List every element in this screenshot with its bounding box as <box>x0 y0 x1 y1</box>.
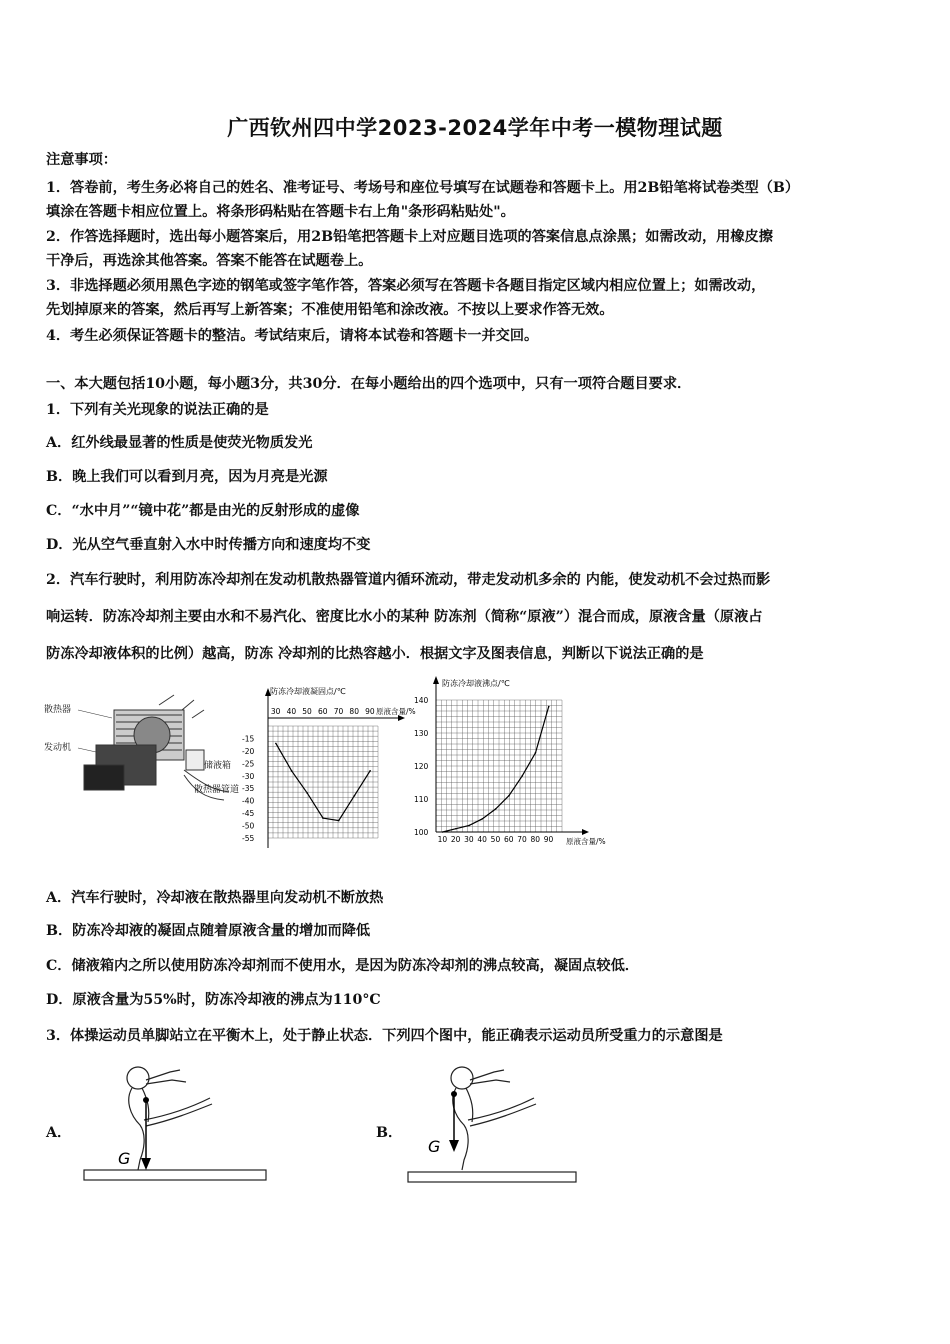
x-tick-label: 30 <box>464 835 474 844</box>
x-axis-arrow <box>582 829 589 835</box>
data-point <box>482 818 484 820</box>
q1-option-a: A．红外线最显著的性质是使荧光物质发光 <box>46 435 313 451</box>
y-tick-label: -55 <box>242 834 255 843</box>
data-point <box>548 706 550 708</box>
notice-line: 先划掉原来的答案，然后再写上新答案；不准使用铅笔和涂改液。不按以上要求作答无效。 <box>46 302 614 318</box>
x-tick-label: 60 <box>318 707 328 716</box>
y-tick-label: 120 <box>414 762 429 771</box>
q3-option-b-label: B． <box>376 1125 403 1141</box>
x-tick-label: 60 <box>503 835 514 844</box>
x-tick-label: 70 <box>517 835 527 844</box>
q2-stem-line: 防冻冷却液体积的比例）越高，防冻 冷却剂的比热容越小．根据文字及图表信息，判断以下说法正确的是 <box>46 646 704 662</box>
q1-option-c: C．“水中月”“镜中花”都是由光的反射形成的虚像 <box>46 503 360 519</box>
freezing-point-chart <box>240 684 416 850</box>
gymnast-figure-a <box>80 1060 280 1190</box>
q1-stem: 1．下列有关光现象的说法正确的是 <box>46 402 269 418</box>
x-tick-label: 40 <box>286 707 297 716</box>
q3-stem: 3．体操运动员单脚站立在平衡木上，处于静止状态．下列四个图中，能正确表示运动员所受重力的示意图是 <box>46 1028 723 1044</box>
q2-option-c: C．储液箱内之所以使用防冻冷却剂而不使用水，是因为防冻冷却剂的沸点较高，凝固点较低． <box>46 958 639 974</box>
x-tick-label: 50 <box>302 707 312 716</box>
engine-label: 发动机 <box>44 743 72 753</box>
y-tick-label: 130 <box>414 729 429 738</box>
radiator-label: 散热器 <box>44 705 72 715</box>
q3-option-a-label: A． <box>46 1125 72 1141</box>
tank-label: 储液箱 <box>204 761 232 771</box>
y-tick-label: -35 <box>242 784 255 794</box>
page-title: 广西钦州四中学2023-2024学年中考一模物理试题 <box>227 116 723 140</box>
x-tick-label: 30 <box>270 707 281 716</box>
data-point <box>442 831 444 833</box>
data-point <box>455 828 457 830</box>
data-point <box>521 775 523 777</box>
x-tick-label: 80 <box>349 707 359 716</box>
data-point <box>306 792 308 794</box>
y-axis-arrow <box>433 676 439 684</box>
y-tick-label: -15 <box>242 734 255 744</box>
q2-stem-line: 响运转．防冻冷却剂主要由水和不易汽化、密度比水小的某种 防冻剂（简称“原液”）混合而成，原液含量（原液占 <box>46 609 763 625</box>
x-tick-label: 90 <box>543 835 554 844</box>
data-point <box>354 795 356 797</box>
x-tick-label: 70 <box>333 707 344 716</box>
notice-line: 干净后，再选涂其他答案。答案不能答在试题卷上。 <box>46 253 373 269</box>
y-tick-label: -50 <box>242 821 255 831</box>
y-tick-label: -20 <box>242 746 255 756</box>
q2-option-d: D．原液含量为55%时，防冻冷却液的沸点为110°C <box>46 992 381 1008</box>
data-point <box>338 820 340 822</box>
q2-stem-line: 2．汽车行驶时，利用防冻冷却剂在发动机散热器管道内循环流动，带走发动机多余的 内能，使发动机不会过热而影 <box>46 572 771 588</box>
q1-option-b: B．晚上我们可以看到月亮，因为月亮是光源 <box>46 469 328 485</box>
chart-title: 防冻冷却液凝固点/℃ <box>270 687 346 696</box>
engine-figure <box>44 690 244 810</box>
chart-title: 防冻冷却液沸点/℃ <box>442 679 510 688</box>
data-point <box>369 770 371 772</box>
notice-line: 3．非选择题必须用黑色字迹的钢笔或签字笔作答，答案必须写在答题卡各题目指定区域内相应位置上；如需改动， <box>46 278 766 294</box>
q1-option-d: D．光从空气垂直射入水中时传播方向和速度均不变 <box>46 537 371 553</box>
y-tick-label: 100 <box>414 828 429 837</box>
data-point <box>535 752 537 754</box>
force-label-b: G <box>428 1137 441 1156</box>
q2-option-b: B．防冻冷却液的凝固点随着原液含量的增加而降低 <box>46 923 371 939</box>
notice-line: 2．作答选择题时，选出每小题答案后，用2B铅笔把答题卡上对应题目选项的答案信息点涂黑；如需改动，用橡皮擦 <box>46 229 773 245</box>
y-tick-label: -45 <box>242 809 255 819</box>
x-tick-label: 90 <box>365 707 375 716</box>
boiling-point-chart <box>412 676 622 848</box>
y-tick-label: 140 <box>414 696 429 705</box>
data-point <box>508 795 510 797</box>
x-tick-label: 50 <box>490 835 501 844</box>
x-tick-label: 20 <box>450 835 461 844</box>
series-line <box>443 707 549 832</box>
force-label-a: G <box>118 1149 131 1168</box>
notice-line: 4．考生必须保证答题卡的整洁。考试结束后，请将本试卷和答题卡一并交回。 <box>46 328 539 344</box>
pipe-label: 散热器管道 <box>194 785 240 795</box>
x-axis-label: 原液含量/% <box>566 837 606 846</box>
gymnast-figure-b <box>404 1060 604 1190</box>
data-point <box>495 808 497 810</box>
notice-line: 填涂在答题卡相应位置上。将条形码粘贴在答题卡右上角"条形码粘贴处"。 <box>46 204 515 220</box>
section-heading: 一、本大题包括10小题，每小题3分，共30分．在每小题给出的四个选项中，只有一项符合题目要求． <box>46 376 692 392</box>
x-tick-label: 80 <box>530 835 541 844</box>
data-point <box>468 825 470 827</box>
y-tick-label: -25 <box>242 759 255 769</box>
notice-line: 1．答卷前，考生务必将自己的姓名、准考证号、考场号和座位号填写在试题卷和答题卡上。用2B铅笔将试卷类型（B） <box>46 180 800 196</box>
y-tick-label: -30 <box>242 771 255 781</box>
y-tick-label: 110 <box>414 795 429 804</box>
x-axis-label: 原液含量/% <box>376 707 416 716</box>
data-point <box>291 770 293 772</box>
y-tick-label: -40 <box>242 796 255 806</box>
q2-option-a: A．汽车行驶时，冷却液在散热器里向发动机不断放热 <box>46 890 384 906</box>
data-point <box>275 743 277 745</box>
x-tick-label: 40 <box>477 835 487 844</box>
data-point <box>322 817 324 819</box>
notice-heading: 注意事项： <box>46 152 117 168</box>
x-tick-label: 10 <box>437 835 448 844</box>
